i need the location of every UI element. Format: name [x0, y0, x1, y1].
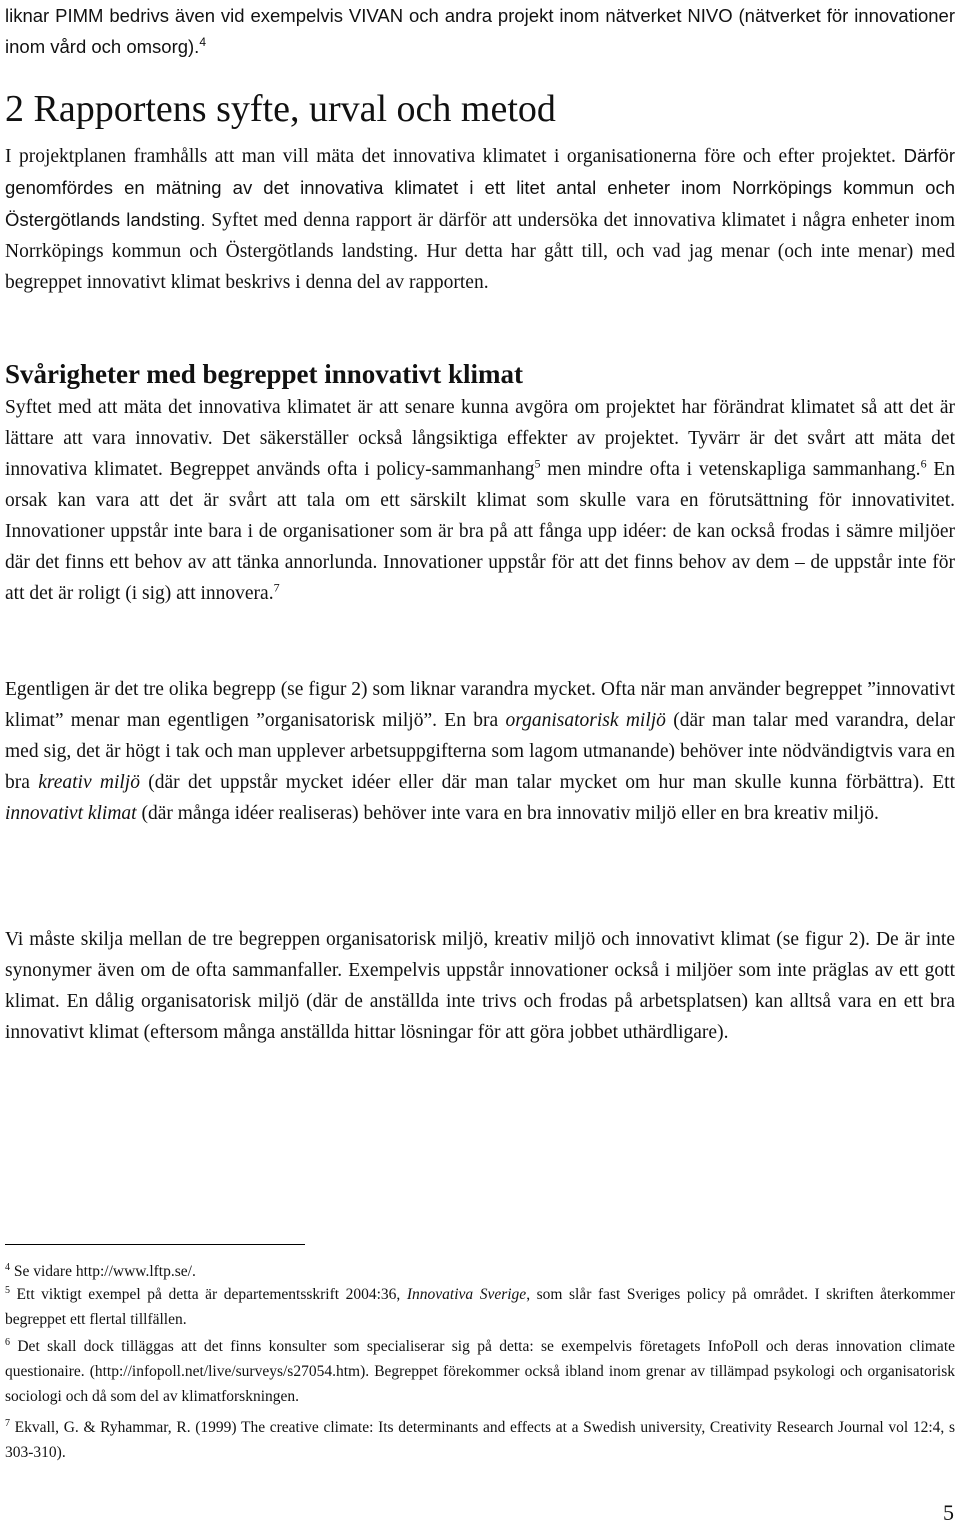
footnote-ref-7[interactable]: 7 [273, 580, 280, 595]
footnote-separator [5, 1244, 305, 1245]
paragraph-intro: liknar PIMM bedrivs även vid exempelvis VIVAN och andra projekt inom nätverket NIVO (nätverket för innovationer inom vård och omsorg).$^4$ [5, 5, 955, 57]
footnote-6: $^6$ Det skall dock tilläggas att det finns konsulter som specialiserar sig på detta: se exempelvis företagets InfoPoll och deras innovation climate questionaire. (http://infopoll.net/live/surveys/s27054.htm). Begreppet förekommer också ibland inom grenar av tillämpad psykologi och organisatorisk sociologi och då som del av klimatforskningen. [5, 1336, 955, 1405]
footnote-ref-6[interactable]: 6 [920, 456, 927, 471]
subsection-heading: Svårigheter med begreppet innovativt klimat [5, 359, 523, 389]
page-number: 5 [943, 1500, 954, 1525]
section-heading-2: 2 Rapportens syfte, urval och metod [5, 88, 556, 130]
footnote-5: $^5$ Ett viktigt exempel på detta är departementsskrift 2004:36, Innovativa Sverige, som slår fast Sveriges policy på området. I skriften återkommer begreppet ett flertal tillfällen. [5, 1284, 956, 1328]
paragraph-concepts: Egentligen är det tre olika begrepp (se figur 2) som liknar varandra mycket. Ofta när man använder begreppet ”innovativt klimat” menar man egentligen ”organisatorisk miljö”. En bra organisatorisk miljö (där man talar med varandra, delar med sig, det är högt i tak och man upplever arbetsuppgifterna som lagom utmanande) behöver inte nödvändigtvis vara en bra kreativ miljö (där det uppstår mycket idéer eller där man talar mycket om hur man skulle kunna förbättra). Ett innovativt klimat (där många idéer realiseras) behöver inte vara en bra innovativ miljö eller en bra kreativ miljö. [5, 679, 956, 824]
footnote-ref-5[interactable]: 5 [534, 456, 541, 471]
paragraph-purpose: I projektplanen framhålls att man vill mäta det innovativa klimatet i organisationerna före och efter projektet. Därför genomfördes en mätning av det innovativa klimatet i ett litet antal enheter inom Norrköpings kommun och Östergötlands landsting. Syftet med denna rapport är därför att undersöka det innovativa klimatet i några enheter inom Norrköpings kommun och Östergötlands landsting. Hur detta har gått till, och vad jag menar (och inte menar) med begreppet innovativt klimat beskrivs i denna del av rapporten. [5, 145, 955, 293]
footnote-4: $^4$ Se vidare http://www.lftp.se/. [5, 1261, 196, 1280]
term-organisatorisk-miljo: organisatorisk miljö [505, 710, 666, 731]
footnote-ref-4[interactable]: 4 [199, 34, 207, 49]
footnote-7: $^7$ Ekvall, G. & Ryhammar, R. (1999) The creative climate: Its determinants and effects at a Swedish university, Creativity Research Journal vol 12:4, s 303-310). [5, 1417, 955, 1461]
term-innovativt-klimat: innovativt klimat [5, 803, 137, 824]
paragraph-difficulties: Syftet med att mäta det innovativa klimatet är att senare kunna avgöra om projektet har förändrat klimatet så att det är lättare att vara innovativ. Det säkerställer också långsiktiga effekter av projektet. Tyvärr är det svårt att mäta det innovativa klimatet. Begreppet används ofta i policy-sammanhang$^5$ men mindre ofta i vetenskapliga sammanhang.$^6$ En orsak kan vara att det är svårt att tala om ett särskilt klimat som skulle vara en förutsättning för innovativitet. Innovationer uppstår inte bara i de organisationer som är bra på att fånga upp idéer: de kan också frodas i sämre miljöer där det finns ett behov av att tänka annorlunda. Innovationer uppstår för att det finns behov av dem – de uppstår inte för att det är roligt (i sig) att innovera.$^7$ [5, 397, 955, 604]
paragraph-distinguish: Vi måste skilja mellan de tre begreppen organisatorisk miljö, kreativ miljö och innovativt klimat (se figur 2). De är inte synonymer även om de ofta sammanfaller. Exempelvis uppstår innovationer också i miljöer som inte präglas av ett gott klimat. En dålig organisatorisk miljö (där de anställda inte trivs och frodas på arbetsplatsen) kan alltså vara en ett bra innovativt klimat (eftersom många anställda hittar lösningar för att göra jobbet uthärdligare). [5, 929, 955, 1043]
term-kreativ-miljo: kreativ miljö [38, 772, 140, 793]
